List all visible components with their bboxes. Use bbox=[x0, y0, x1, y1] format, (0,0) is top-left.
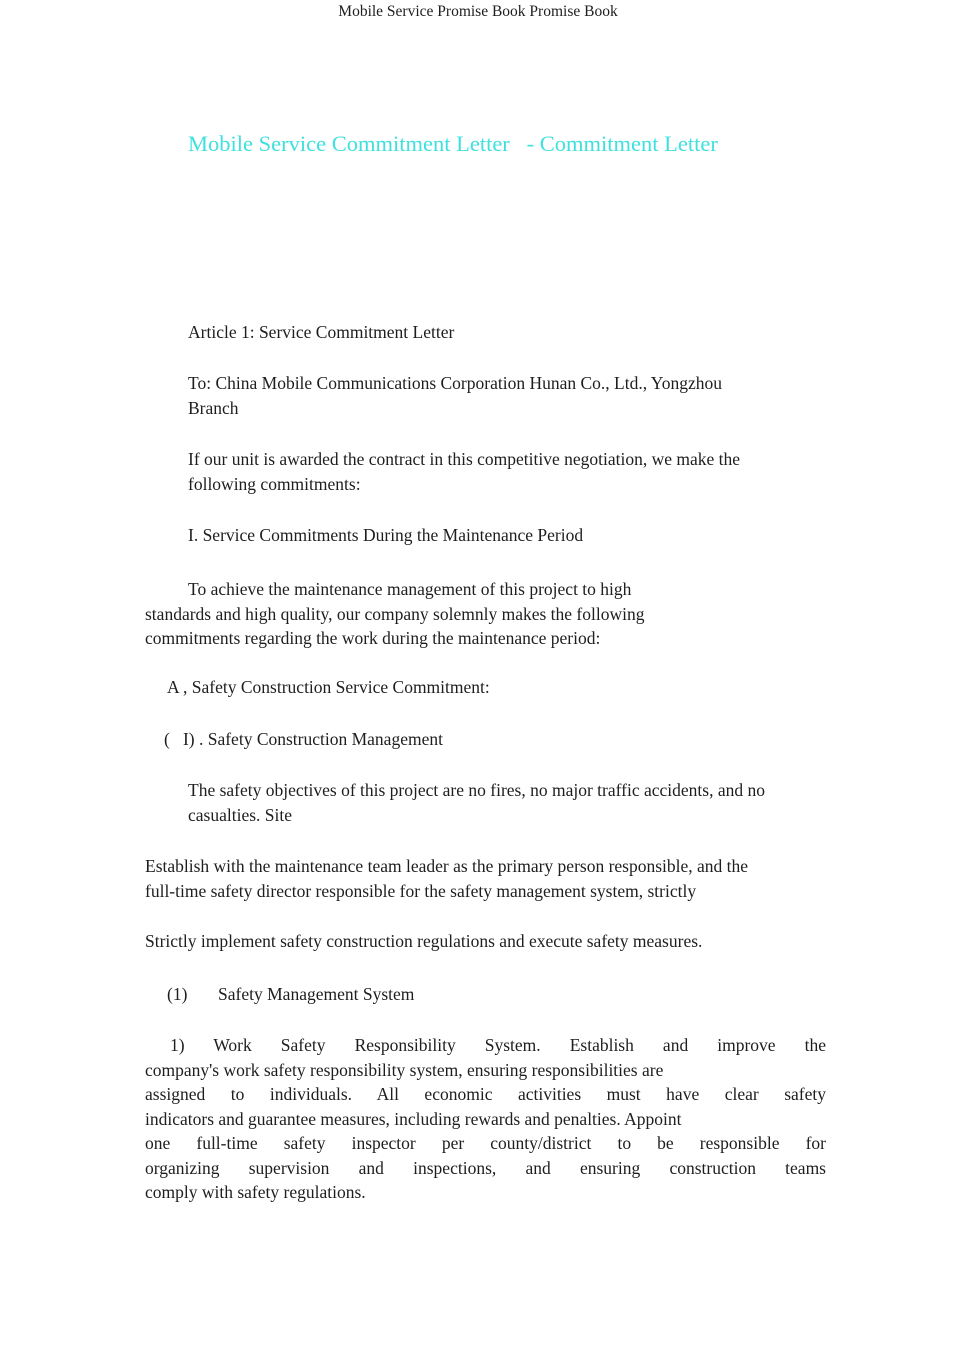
text-line: Strictly implement safety construction regulations and execute safety measures. bbox=[145, 931, 703, 951]
text-line: comply with safety regulations. bbox=[145, 1182, 366, 1202]
text-line: 1) Work Safety Responsibility System. Establish and improve the bbox=[170, 1035, 826, 1055]
text-line: indicators and guarantee measures, including rewards and penalties. Appoint bbox=[145, 1108, 682, 1129]
text-line: A , Safety Construction Service Commitment: bbox=[167, 677, 490, 697]
text-line: Branch bbox=[188, 397, 239, 418]
text-line: I. Service Commitments During the Maintenance Period bbox=[188, 525, 584, 545]
text-line: The safety objectives of this project are no fires, no major traffic accidents, and no bbox=[188, 780, 765, 800]
paragraph-team-leader-responsibility bbox=[145, 854, 748, 903]
document-title: Mobile Service Commitment Letter - Commitment Letter bbox=[188, 131, 718, 156]
paragraph-safety-objectives bbox=[188, 778, 765, 827]
text-line: ( I) . Safety Construction Management bbox=[164, 729, 443, 749]
paragraph-safety-management-heading bbox=[164, 727, 443, 752]
text-line: casualties. Site bbox=[188, 804, 293, 825]
text-line: organizing supervision and inspections, and ensuring construction teams bbox=[145, 1157, 826, 1178]
text-line: To: China Mobile Communications Corporation Hunan Co., Ltd., Yongzhou bbox=[188, 373, 722, 393]
paragraph-section-heading-maintenance bbox=[188, 523, 583, 548]
text-line: full-time safety director responsible for the safety management system, strictly bbox=[145, 880, 697, 901]
text-line: assigned to individuals. All economic activities must have clear safety bbox=[145, 1084, 826, 1104]
paragraph-article-heading bbox=[188, 320, 454, 345]
text-line: Article 1: Service Commitment Letter bbox=[188, 322, 455, 342]
text-line: standards and high quality, our company solemnly makes the following bbox=[145, 603, 645, 624]
text-line: commitments regarding the work during the maintenance period: bbox=[145, 628, 601, 648]
text-line: (1) Safety Management System bbox=[167, 984, 415, 1004]
paragraph-intro-commitment bbox=[188, 447, 740, 496]
paragraph-safety-commitment-heading bbox=[167, 675, 490, 700]
paragraph-work-safety-responsibility bbox=[145, 1033, 826, 1205]
text-line: company's work safety responsibility system, ensuring responsibilities are bbox=[145, 1059, 664, 1080]
paragraph-strictly-implement bbox=[145, 929, 702, 954]
paragraph-addressee bbox=[188, 371, 722, 420]
page-header-text: Mobile Service Promise Book Promise Book bbox=[338, 3, 618, 20]
text-line: If our unit is awarded the contract in this competitive negotiation, we make the bbox=[188, 449, 741, 469]
paragraph-safety-management-system-heading bbox=[167, 982, 414, 1007]
text-line: one full-time safety inspector per county/district to be responsible for bbox=[145, 1133, 826, 1153]
text-line: To achieve the maintenance management of this project to high bbox=[188, 579, 632, 599]
paragraph-maintenance-goal bbox=[145, 577, 644, 651]
text-line: Establish with the maintenance team leader as the primary person responsible, and the bbox=[145, 856, 749, 876]
text-line: following commitments: bbox=[188, 473, 361, 494]
